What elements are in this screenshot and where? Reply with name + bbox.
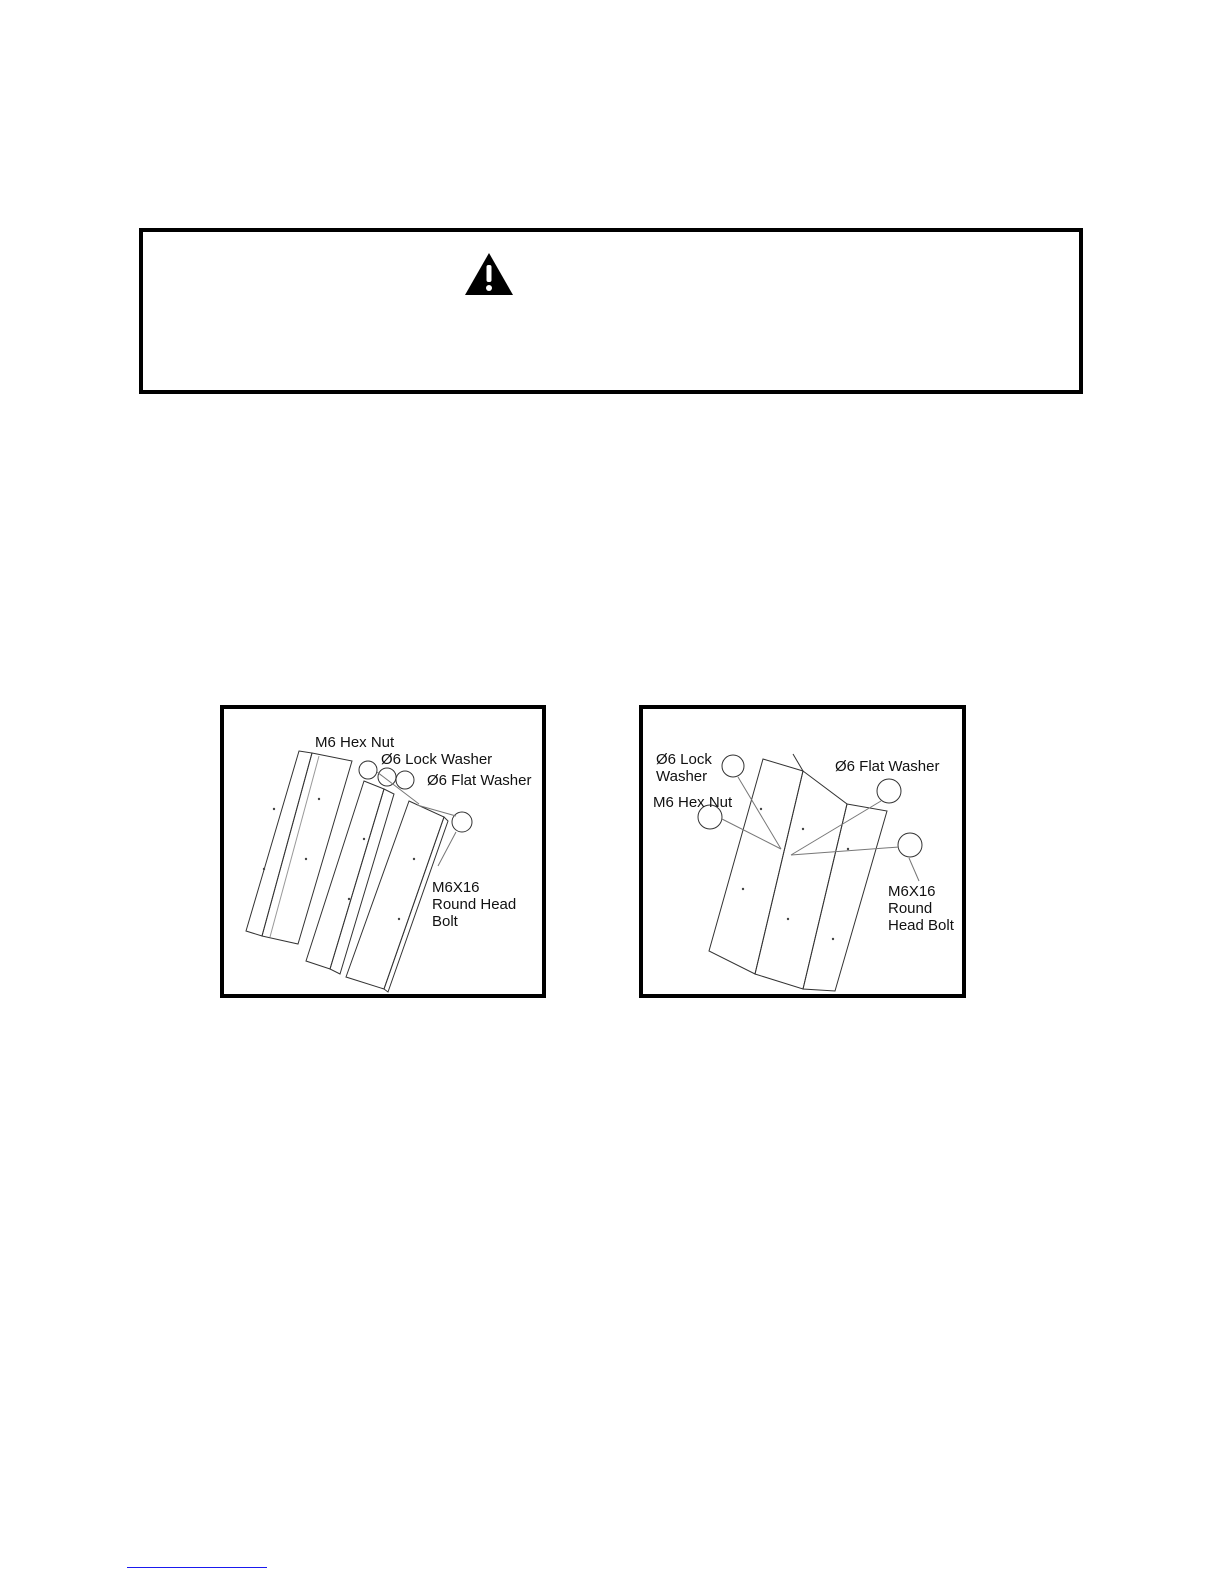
- warning-triangle-icon: [464, 252, 514, 296]
- label-lock-washer: Ø6 Lock Washer: [656, 751, 712, 785]
- label-bolt: M6X16 Round Head Bolt: [888, 883, 954, 934]
- label-lock-washer: Ø6 Lock Washer: [381, 751, 493, 768]
- label-hex-nut: M6 Hex Nut: [315, 734, 395, 751]
- figure-panels-separate: [220, 705, 546, 998]
- label-hex-nut: M6 Hex Nut: [653, 794, 733, 811]
- figure-panels-assembled: [639, 705, 966, 998]
- warning-box: [139, 228, 1083, 394]
- footer-link-rule[interactable]: [127, 1567, 267, 1568]
- label-flat-washer: Ø6 Flat Washer: [427, 772, 532, 789]
- label-bolt: M6X16 Round Head Bolt: [432, 879, 517, 930]
- label-flat-washer: Ø6 Flat Washer: [835, 758, 940, 775]
